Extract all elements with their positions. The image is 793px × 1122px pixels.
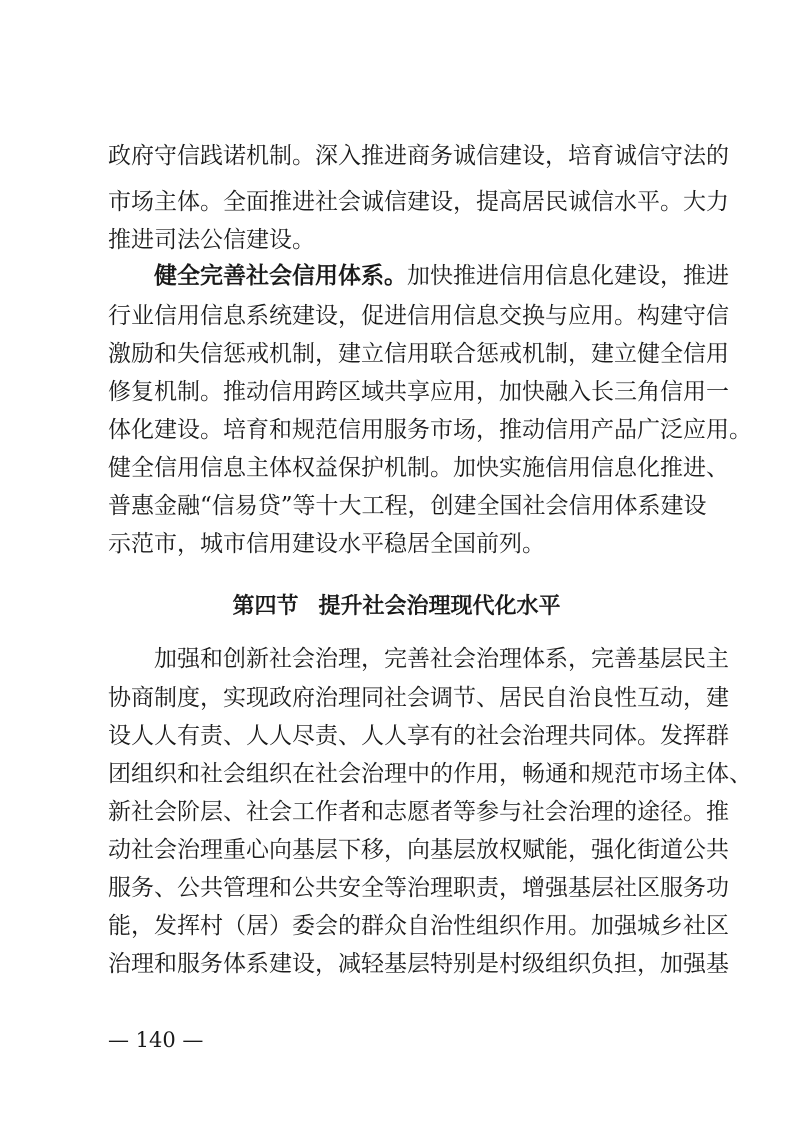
section-heading: [0, 593, 793, 621]
text-line: 修复机制。推动信用跨区域共享应用，加快融入长三角信用一: [108, 379, 729, 405]
text-line: 市场主体。全面推进社会诚信建设，提高居民诚信水平。大力: [108, 189, 729, 215]
text-line: 团组织和社会组织在社会治理中的作用，畅通和规范市场主体、: [108, 761, 752, 787]
text-line: 新社会阶层、社会工作者和志愿者等参与社会治理的途径。推: [108, 799, 729, 825]
section-number: 第四节: [232, 594, 299, 619]
text-line: 加强和创新社会治理，完善社会治理体系，完善基层民主: [154, 646, 729, 672]
text-line: 动社会治理重心向基层下移，向基层放权赋能，强化街道公共: [108, 837, 729, 863]
paragraph-lead-heading: 健全完善社会信用体系。: [154, 262, 407, 289]
text-line: 协商制度，实现政府治理同社会调节、居民自治良性互动，建: [108, 685, 729, 711]
text-line: 健全信用信息主体权益保护机制。加快实施信用信息化推进、: [108, 455, 729, 481]
section-title: 提升社会治理现代化水平: [318, 594, 561, 619]
page-number: — 140 —: [108, 1028, 204, 1052]
text-line: 服务、公共管理和公共安全等治理职责，增强基层社区服务功: [108, 875, 729, 901]
text-line: 能，发挥村（居）委会的群众自治性组织作用。加强城乡社区: [108, 913, 729, 939]
text-line-rest: 加快推进信用信息化建设，推进: [407, 263, 729, 289]
text-line: 设人人有责、人人尽责、人人享有的社会治理共同体。发挥群: [108, 723, 729, 749]
text-line-with-lead: [154, 262, 729, 290]
text-line: 普惠金融“信易贷”等十大工程，创建全国社会信用体系建设: [108, 493, 707, 519]
text-line: 推进司法公信建设。: [108, 227, 315, 253]
text-line: 政府守信践诺机制。深入推进商务诚信建设，培育诚信守法的: [108, 143, 729, 169]
text-line: 示范市，城市信用建设水平稳居全国前列。: [108, 531, 545, 557]
text-line: 行业信用信息系统建设，促进信用信息交换与应用。构建守信: [108, 303, 729, 329]
text-line: 激励和失信惩戒机制，建立信用联合惩戒机制，建立健全信用: [108, 341, 729, 367]
text-line: 治理和服务体系建设，减轻基层特别是村级组织负担，加强基: [108, 951, 729, 977]
text-line: 体化建设。培育和规范信用服务市场，推动信用产品广泛应用。: [108, 417, 752, 443]
